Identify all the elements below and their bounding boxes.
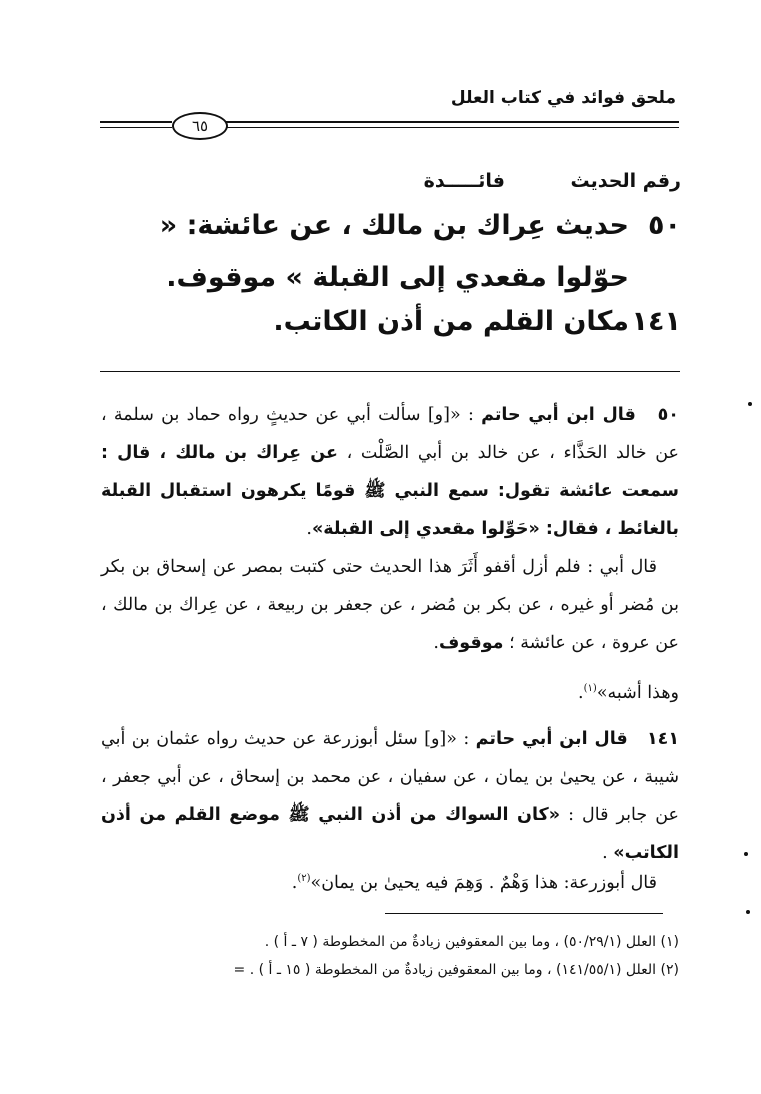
entry-number: ٥٠ bbox=[648, 210, 681, 241]
punctuation: . bbox=[291, 872, 298, 893]
paragraph-text: : «[و] سئل أبوزرعة عن حديث رواه عثمان بن أبي شيبة ، عن يحيىٰ بن يمان ، عن سفيان ، عن محمد بن إسحاق ، عن أبي جعفر ، عن جابر قال : bbox=[101, 729, 679, 825]
footnote-divider bbox=[385, 913, 663, 914]
paragraph-text: قال أبي : فلم أزل أقفو أَثَرَ هذا الحديث حتى كتبت بمصر عن إسحاق بن بكر بن مُضر أو غيره ، عن بكر بن مُضر ، عن جعفر بن ربيعة ، عن عِراك بن مالك ، عن عروة ، عن عائشة ؛ bbox=[101, 557, 679, 653]
narrator-lead: قال ابن أبي حاتم bbox=[475, 729, 628, 749]
paragraph-number: ٥٠ bbox=[657, 405, 679, 425]
paragraph-hadith-141 bbox=[101, 720, 679, 872]
footnote: (١) العلل (٥٠/٢٩/١) ، وما بين المعقوفين زيادةٌ من المخطوطة ( ٧ ـ أ ) . bbox=[264, 934, 679, 950]
section-divider bbox=[100, 371, 680, 372]
punctuation: . bbox=[433, 633, 439, 653]
header-rule-left-thin bbox=[100, 127, 172, 128]
scan-speck bbox=[744, 852, 748, 856]
column-benefit-heading: فائـــــدة bbox=[423, 170, 505, 192]
table-entry bbox=[81, 200, 681, 304]
punctuation: . bbox=[306, 519, 312, 539]
paragraph-hadith-50 bbox=[101, 396, 679, 548]
paragraph-conclusion bbox=[101, 670, 679, 712]
column-number-heading: رقم الحديث bbox=[570, 170, 681, 192]
running-title: ملحق فوائد في كتاب العلل bbox=[450, 88, 676, 108]
narrator-lead: قال ابن أبي حاتم bbox=[481, 405, 636, 425]
footnote: (٢) العلل (١٤١/٥٥/١) ، وما بين المعقوفين زيادةٌ من المخطوطة ( ١٥ ـ أ ) . = bbox=[233, 962, 679, 978]
table-entry bbox=[81, 296, 681, 348]
paragraph-text: وهذا أشبه» bbox=[596, 682, 679, 703]
paragraph-number: ١٤١ bbox=[646, 729, 679, 749]
punctuation: . bbox=[602, 843, 614, 863]
entry-text: حديث عِراك بن مالك ، عن عائشة: « حوّلوا مقعدي إلى القبلة » موقوف. bbox=[159, 210, 629, 293]
paragraph-abi-comment bbox=[101, 548, 679, 662]
paragraph-bold-text: عن عِراك بن مالك ، قال : سمعت عائشة تقول: سمع النبي ﷺ قومًا يكرهون استقبال القبلة بالغائط ، فقال: «حَوِّلوا مقعدي إلى القبلة» bbox=[101, 443, 679, 539]
header-rule-thin bbox=[226, 127, 679, 128]
paragraph-bold-text: «كان السواك من أذن النبي ﷺ موضع القلم من أذن الكاتب» bbox=[101, 805, 679, 863]
punctuation: . bbox=[578, 682, 584, 703]
entry-text: مكان القلم من أذن الكاتب. bbox=[273, 306, 629, 337]
entry-number: ١٤١ bbox=[631, 306, 681, 337]
paragraph-text: قال أبوزرعة: هذا وَهْمٌ . وَهِمَ فيه يحيىٰ بن يمان» bbox=[310, 872, 657, 893]
page-number: ٦٥ bbox=[172, 112, 228, 140]
header-rule-left bbox=[100, 121, 172, 123]
paragraph-abuzura-comment bbox=[101, 860, 679, 902]
paragraph-bold-text: موقوف bbox=[438, 633, 504, 653]
scan-speck bbox=[748, 402, 752, 406]
footnote-ref: (٢) bbox=[297, 873, 311, 884]
scan-speck bbox=[746, 910, 750, 914]
header-rule bbox=[226, 121, 679, 123]
footnote-ref: (١) bbox=[583, 683, 597, 694]
paragraph-text: : «[و] سألت أبي عن حديثٍ رواه حماد بن سلمة ، عن خالد الحَذَّاء ، عن خالد بن أبي الصَّلْت ، bbox=[101, 405, 679, 463]
